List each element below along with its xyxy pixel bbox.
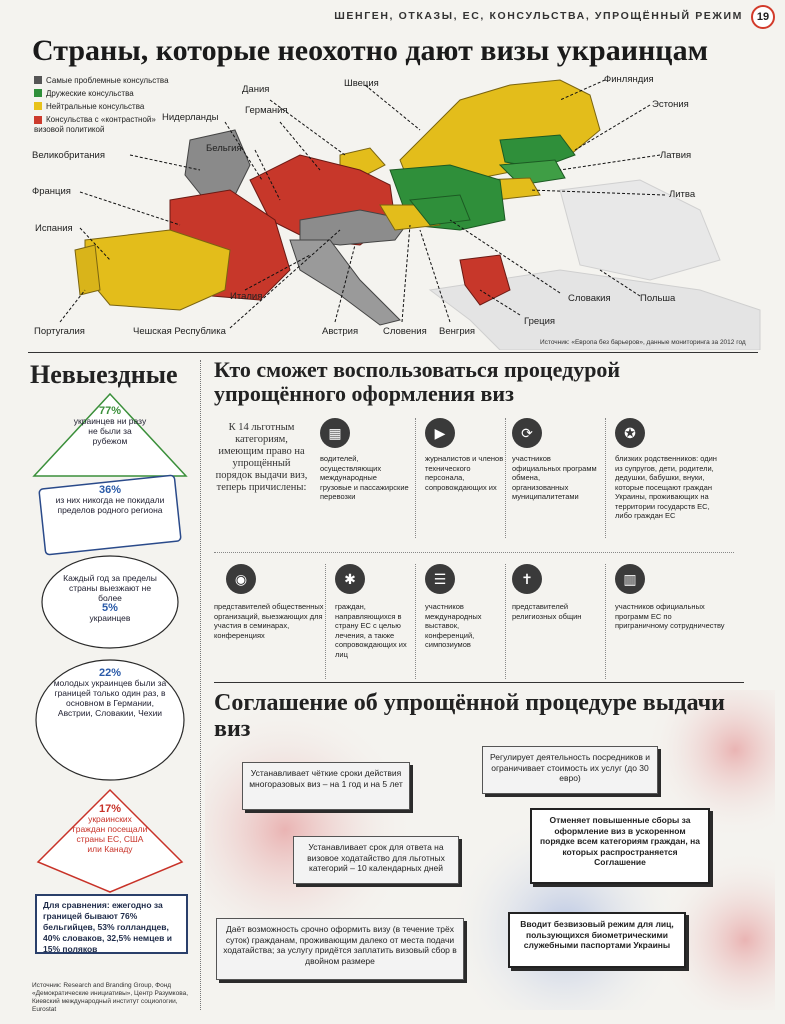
- column-divider: [200, 360, 201, 1010]
- map-label-czech: Чешская Республика: [133, 326, 226, 337]
- map-label-belgium: Бельгия: [206, 143, 242, 154]
- section-divider: [214, 682, 744, 683]
- stat-22: 22% молодых украинцев были за границей только один раз, в основном в Германии, Австрии, Словакии, Чехии: [53, 667, 167, 718]
- category-religious: ✝ представителей религиозных общин: [512, 564, 597, 621]
- map-source: Источник: «Европа без барьеров», данные мониторинга за 2012 год: [540, 339, 746, 346]
- country-portugal: [75, 245, 100, 295]
- map-label-sweden: Швеция: [344, 78, 379, 89]
- camera-icon: ▶: [425, 418, 455, 448]
- map-label-estonia: Эстония: [652, 99, 689, 110]
- agreement-box-visa-free: Вводит безвизовый режим для лиц, пользующихся биометрическими служебными паспортами Украины: [508, 912, 686, 968]
- map-background-russia: [560, 180, 720, 280]
- page-title: Страны, которые неохотно дают визы украинцам: [32, 34, 709, 67]
- row-divider: [214, 552, 734, 553]
- country-uk: [185, 130, 250, 200]
- agreement-box-deadline: Устанавливает срок для ответа на визовое ходатайство для льготных категорий – 10 календарных дней: [293, 836, 459, 884]
- stat-77: 77% украинцев ни разу не были за рубежом: [73, 405, 147, 446]
- category-separator: [415, 564, 416, 679]
- eu-stars-icon: ✪: [615, 418, 645, 448]
- categories-intro: К 14 льготным категориям, имеющим право на упрощённый порядок выдачи виз, теперь причислены:: [215, 422, 308, 493]
- legend-item-friendly: Дружеские консульства: [34, 89, 134, 99]
- category-exchange: ⟳ участников официальных программ обмена, организованных муниципалитетами: [512, 418, 597, 502]
- stat-36: 36% из них никогда не покидали пределов родного региона: [55, 484, 165, 515]
- category-medical: ✱ граждан, направляющихся в страну ЕС с целью лечения, а также сопровождающих их лиц: [335, 564, 415, 659]
- globe-icon: ◉: [226, 564, 256, 594]
- map-label-austria: Австрия: [322, 326, 359, 337]
- category-separator: [415, 418, 416, 538]
- page-number: 19: [751, 5, 775, 29]
- category-exhibitions: ☰ участников международных выставок, конференций, симпозиумов: [425, 564, 503, 650]
- map-label-france: Франция: [32, 186, 71, 197]
- legend-item-contrast: Консульства с «контрастной» визовой политикой: [34, 115, 156, 134]
- category-journalists: ▶ журналистов и членов технического персонала, сопровождающих их: [425, 418, 505, 492]
- map-label-netherlands: Нидерланды: [162, 112, 219, 123]
- agreement-title: Соглашение об упрощённой процедуре выдачи виз: [214, 690, 725, 742]
- nevyezdnye-title: Невыездные: [30, 360, 178, 389]
- map-label-lithuania: Литва: [669, 189, 696, 200]
- category-separator: [505, 418, 506, 538]
- category-drivers: ▦ водителей, осуществляющих международные грузовые и пассажирские перевозки: [320, 418, 410, 502]
- category-separator: [505, 564, 506, 679]
- map-label-slovenia: Словения: [383, 326, 427, 337]
- agreement-box-urgent: Даёт возможность срочно оформить визу (в течение трёх суток) гражданам, проживающим далеко от места подачи ходатайства; за услугу придётся заплатить визовый сбор в двойном размере: [216, 918, 464, 980]
- partnership-icon: ▥: [615, 564, 645, 594]
- stat-17: 17% украинских граждан посещали страны ЕС, США или Канаду: [72, 803, 148, 854]
- category-separator: [325, 564, 326, 679]
- map-label-hungary: Венгрия: [439, 326, 476, 337]
- truck-icon: ▦: [320, 418, 350, 448]
- category-separator: [605, 564, 606, 679]
- map-label-finland: Финляндия: [604, 74, 654, 85]
- category-crossborder: ▥ участников официальных программ ЕС по приграничному сотрудничеству: [615, 564, 725, 631]
- map-label-portugal: Португалия: [34, 326, 85, 337]
- map-label-spain: Испания: [35, 223, 73, 234]
- section-divider: [28, 352, 758, 353]
- stat-5: Каждый год за пределы страны выезжают не более 5% украинцев: [63, 573, 157, 623]
- map-label-italy: Италия: [230, 291, 263, 302]
- comparison-box: Для сравнения: ежегодно за границей бывают 76% бельгийцев, 53% голландцев, 40% словаков, 32,5% немцев и 15% поляков: [35, 894, 188, 954]
- agreement-box-intermediaries: Регулирует деятельность посредников и ограничивает стоимость их услуг (до 30 евро): [482, 746, 658, 794]
- category-separator: [605, 418, 606, 538]
- stats-source: Источник: Research and Branding Group, Фонд «Демократические инициативы», Центр Разумкова, Киевский международный институт социологии, Eurostat: [32, 982, 188, 1013]
- medical-icon: ✱: [335, 564, 365, 594]
- category-ngo: ◉ представителей общественных организаций, выезжающих для участия в семинарах, конференциях: [214, 564, 326, 640]
- map-label-poland: Польша: [640, 293, 676, 304]
- agreement-box-fees: Отменяет повышенные сборы за оформление виз в ускоренном порядке всем категориям граждан, на которых распространяется Соглашение: [530, 808, 710, 884]
- map-label-latvia: Латвия: [660, 150, 692, 161]
- map-label-slovakia: Словакия: [568, 293, 611, 304]
- section-header: ШЕНГЕН, ОТКАЗЫ, ЕС, КОНСУЛЬСТВА, УПРОЩЁННЫЙ РЕЖИМ: [334, 10, 743, 22]
- legend-item-problem: Самые проблемные консульства: [34, 76, 169, 86]
- agreement-box-terms: Устанавливает чёткие сроки действия многоразовых виз – на 1 год и на 5 лет: [242, 762, 410, 810]
- who-title: Кто сможет воспользоваться процедурой упрощённого оформления виз: [214, 357, 621, 406]
- exchange-icon: ⟳: [512, 418, 542, 448]
- legend-item-neutral: Нейтральные консульства: [34, 102, 144, 112]
- map-label-uk: Великобритания: [32, 150, 105, 161]
- category-relatives: ✪ близких родственников: один из супругов, дети, родители, дедушки, бабушки, внуки, которые посещают граждан Украины, проживающих на территории государств ЕС, либо граждан ЕС: [615, 418, 725, 521]
- map-label-greece: Греция: [524, 316, 556, 327]
- exhibition-icon: ☰: [425, 564, 455, 594]
- church-icon: ✝: [512, 564, 542, 594]
- map-label-germany: Германия: [245, 105, 288, 116]
- map-label-denmark: Дания: [242, 84, 270, 95]
